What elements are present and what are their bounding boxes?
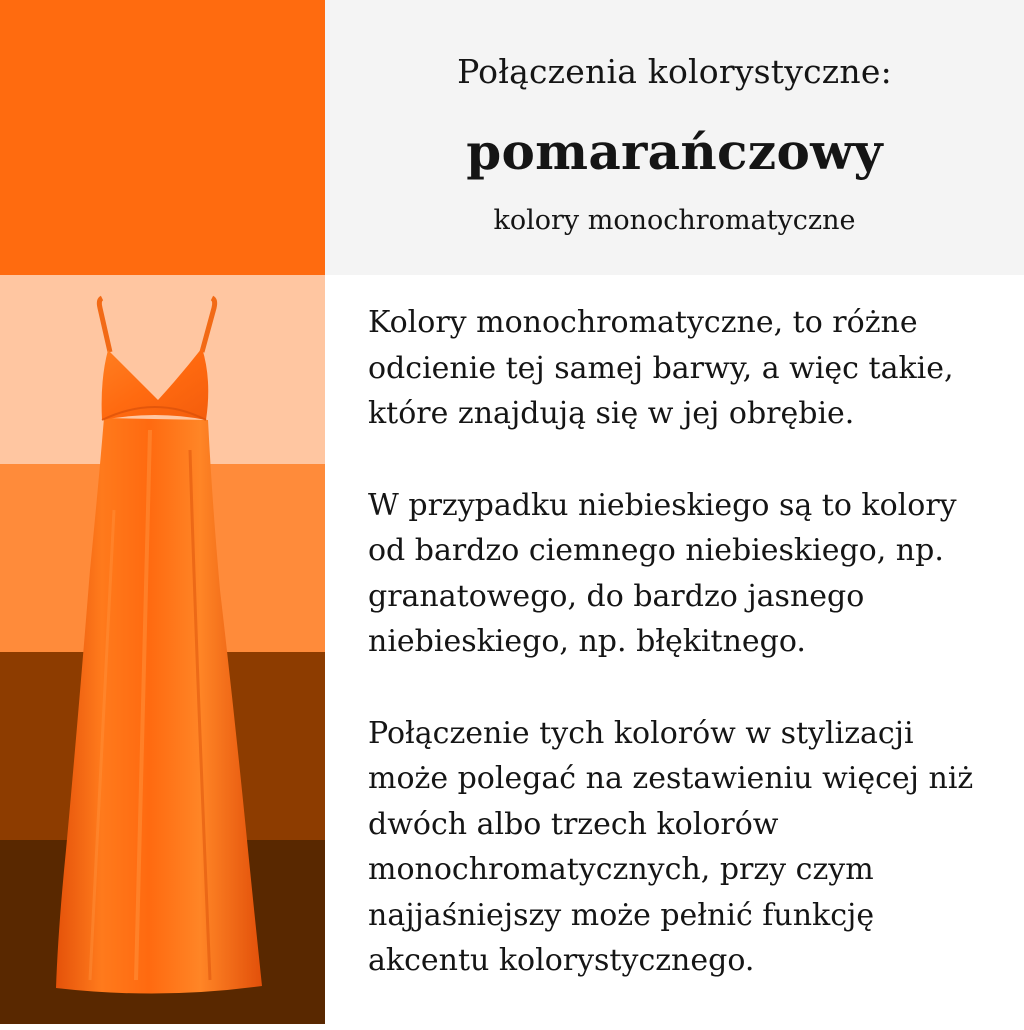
page-subtitle: kolory monochromatyczne — [493, 205, 856, 236]
page-title: Połączenia kolorystyczne: — [457, 52, 892, 91]
orange-slip-dress-image — [40, 290, 290, 1000]
header-panel — [325, 0, 1024, 275]
paragraph-styling: Połączenie tych kolorów w stylizacji może polegać na zestawieniu więcej niż dwóch albo trzech kolorów monochromatycznych, przy czym najjaśniejszy może pełnić funkcję akcentu kolorystycznego. — [368, 715, 974, 978]
color-palette — [0, 0, 325, 1024]
color-name-heading: pomarańczowy — [466, 122, 883, 181]
color-swatch-orange — [0, 0, 325, 275]
paragraph-definition: Kolory monochromatyczne, to różne odcienie tej samej barwy, a więc takie, które znajdują się w jej obrębie. — [368, 305, 954, 431]
description-text — [368, 300, 1008, 1030]
paragraph-example: W przypadku niebieskiego są to kolory od bardzo ciemnego niebieskiego, np. granatowego, do bardzo jasnego niebieskiego, np. błękitnego. — [368, 487, 957, 659]
